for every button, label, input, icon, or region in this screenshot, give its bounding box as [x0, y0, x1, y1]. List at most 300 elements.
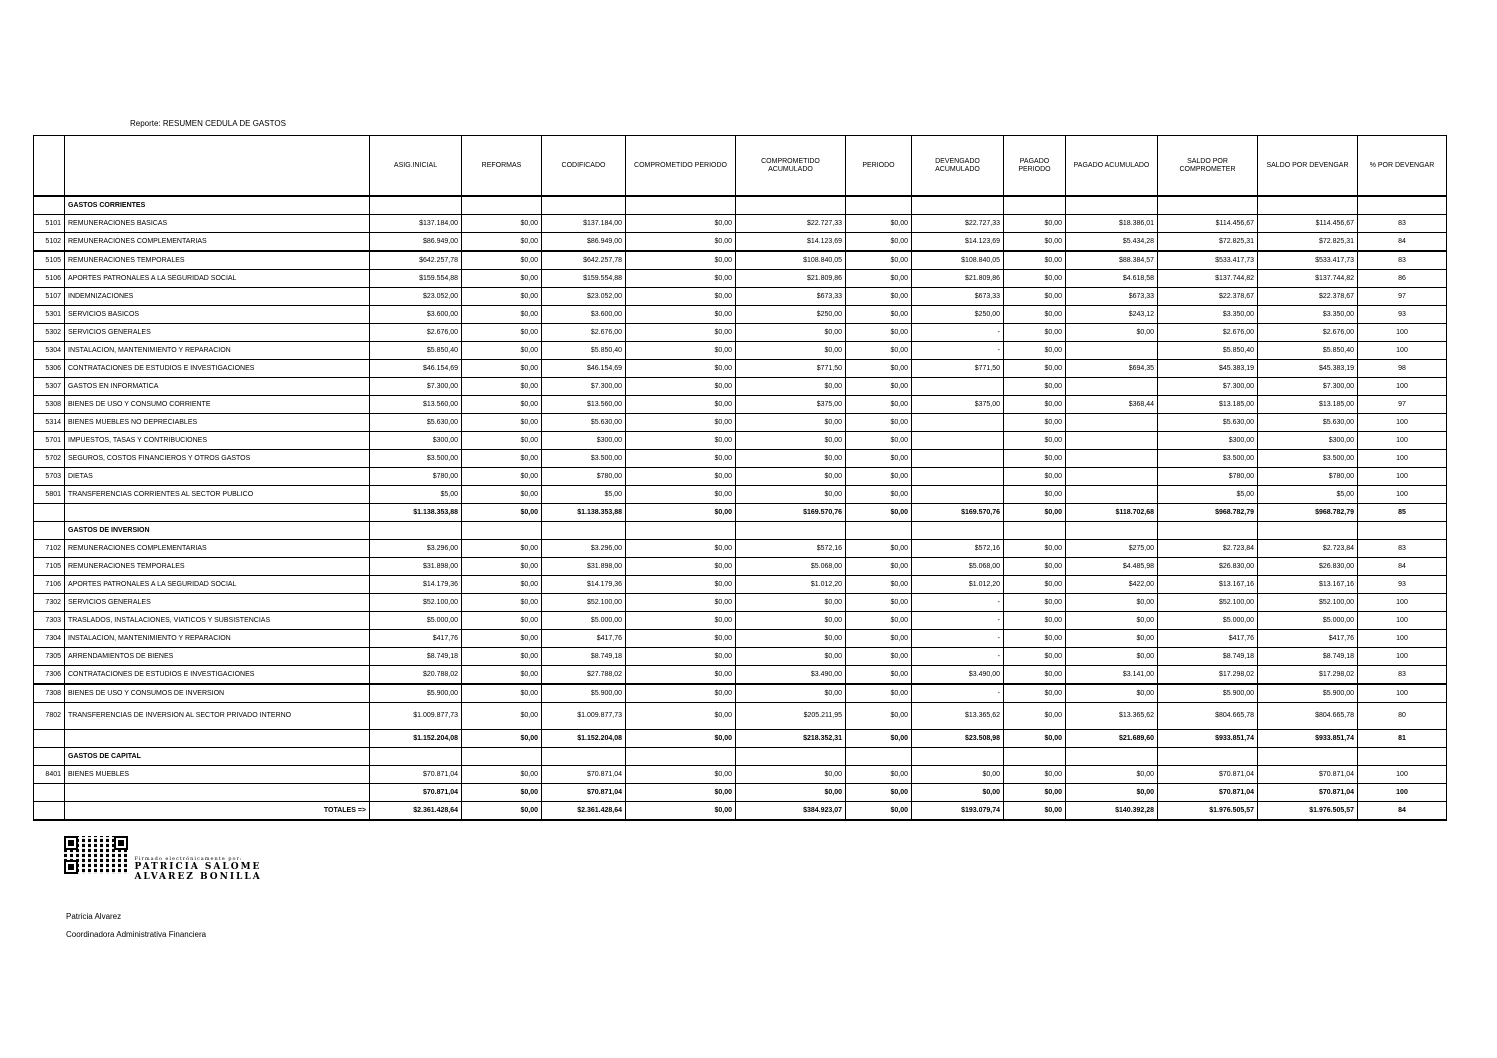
amount-cell: $218.352,31 [736, 730, 846, 748]
grand-row [34, 802, 1447, 821]
amount-cell: $0,00 [846, 558, 912, 576]
amount-cell: $7.300,00 [542, 378, 626, 396]
amount-cell: $70.871,04 [542, 784, 626, 802]
amount-cell: $5.900,00 [1258, 684, 1358, 703]
amount-cell: $21.809,86 [736, 270, 846, 288]
amount-cell: $137.184,00 [370, 215, 462, 233]
amount-cell: - [912, 612, 1004, 630]
amount-cell: $2.676,00 [1158, 324, 1258, 342]
amount-cell: $2.361.428,64 [542, 802, 626, 821]
amount-cell: $0,00 [626, 486, 736, 504]
budget-table [33, 135, 1447, 821]
amount-cell [1066, 450, 1158, 468]
amount-cell: $0,00 [1004, 684, 1066, 703]
row-code: 5101 [34, 215, 65, 233]
amount-cell: $7.300,00 [1258, 378, 1358, 396]
percent-cell: 83 [1358, 666, 1447, 685]
table-row [34, 288, 1447, 306]
amount-cell: $108.840,05 [736, 251, 846, 270]
amount-cell: $0,00 [626, 612, 736, 630]
amount-cell: $52.100,00 [542, 594, 626, 612]
column-header: COMPROMETIDO ACUMULADO [736, 136, 846, 197]
row-code [34, 730, 65, 748]
amount-cell: $31.898,00 [370, 558, 462, 576]
amount-cell: $417,76 [370, 630, 462, 648]
amount-cell: $0,00 [626, 784, 736, 802]
percent-cell: 100 [1358, 432, 1447, 450]
amount-cell: $300,00 [1258, 432, 1358, 450]
subtotal-row [34, 730, 1447, 748]
amount-cell: $0,00 [1004, 306, 1066, 324]
amount-cell: $4.485,98 [1066, 558, 1158, 576]
amount-cell: $673,33 [912, 288, 1004, 306]
amount-cell: $0,00 [1004, 324, 1066, 342]
row-description: SERVICIOS GENERALES [65, 594, 370, 612]
amount-cell: $0,00 [846, 450, 912, 468]
row-description: BIENES MUEBLES [65, 766, 370, 784]
amount-cell: $0,00 [1066, 766, 1158, 784]
amount-cell: $0,00 [912, 784, 1004, 802]
amount-cell: $5.630,00 [1158, 414, 1258, 432]
amount-cell: $0,00 [736, 324, 846, 342]
amount-cell: $0,00 [1004, 414, 1066, 432]
column-header: PERIODO [846, 136, 912, 197]
row-code [34, 802, 65, 821]
amount-cell: $0,00 [626, 730, 736, 748]
row-description: TRANSFERENCIAS CORRIENTES AL SECTOR PUBLICO [65, 486, 370, 504]
table-row [34, 378, 1447, 396]
amount-cell: $0,00 [736, 766, 846, 784]
amount-cell: $0,00 [626, 215, 736, 233]
amount-cell [912, 468, 1004, 486]
column-header: ASIG.INICIAL [370, 136, 462, 197]
amount-cell: $2.676,00 [1258, 324, 1358, 342]
row-code [34, 522, 65, 540]
row-code: 5107 [34, 288, 65, 306]
amount-cell: $8.749,18 [1258, 648, 1358, 666]
row-description [65, 784, 370, 802]
amount-cell: $0,00 [626, 666, 736, 685]
amount-cell: $0,00 [462, 360, 542, 378]
row-code: 5106 [34, 270, 65, 288]
row-code [34, 504, 65, 522]
amount-cell: $0,00 [462, 666, 542, 685]
signature-caption: Firmado electrónicamente por: [134, 856, 243, 862]
amount-cell [912, 432, 1004, 450]
row-description [65, 730, 370, 748]
amount-cell: $23.052,00 [370, 288, 462, 306]
amount-cell: $0,00 [1066, 630, 1158, 648]
amount-cell: $5.068,00 [912, 558, 1004, 576]
amount-cell: $5.850,40 [1258, 342, 1358, 360]
percent-cell: 86 [1358, 270, 1447, 288]
percent-cell: 100 [1358, 468, 1447, 486]
amount-cell: $0,00 [846, 324, 912, 342]
row-description: GASTOS EN INFORMATICA [65, 378, 370, 396]
amount-cell: $0,00 [626, 396, 736, 414]
amount-cell: $0,00 [462, 306, 542, 324]
amount-cell: $0,00 [462, 784, 542, 802]
percent-cell: 84 [1358, 802, 1447, 821]
amount-cell [1004, 748, 1066, 766]
row-code: 5302 [34, 324, 65, 342]
amount-cell: $5,00 [1258, 486, 1358, 504]
amount-cell: $533.417,73 [1258, 251, 1358, 270]
row-code: 7304 [34, 630, 65, 648]
amount-cell: $14.123,69 [736, 233, 846, 252]
amount-cell: $0,00 [462, 251, 542, 270]
percent-cell: 84 [1358, 558, 1447, 576]
amount-cell: $968.782,79 [1158, 504, 1258, 522]
amount-cell [542, 748, 626, 766]
amount-cell: $13.185,00 [1158, 396, 1258, 414]
row-description: SEGUROS, COSTOS FINANCIEROS Y OTROS GASTOS [65, 450, 370, 468]
amount-cell: $72.825,31 [1258, 233, 1358, 252]
amount-cell: $70.871,04 [1158, 784, 1258, 802]
amount-cell: $70.871,04 [1158, 766, 1258, 784]
percent-cell: 100 [1358, 486, 1447, 504]
row-description: INSTALACION, MANTENIMIENTO Y REPARACION [65, 342, 370, 360]
amount-cell: $0,00 [1004, 360, 1066, 378]
amount-cell: $1.152.204,08 [370, 730, 462, 748]
amount-cell: $0,00 [1066, 784, 1158, 802]
amount-cell: $27.788,02 [542, 666, 626, 685]
amount-cell: $0,00 [846, 270, 912, 288]
percent-cell: 100 [1358, 342, 1447, 360]
amount-cell: $3.500,00 [1258, 450, 1358, 468]
amount-cell [846, 522, 912, 540]
amount-cell [912, 196, 1004, 215]
amount-cell: $0,00 [626, 342, 736, 360]
amount-cell: $17.298,02 [1258, 666, 1358, 685]
amount-cell: $1.009.877,73 [370, 703, 462, 730]
row-description [65, 504, 370, 522]
amount-cell: $0,00 [462, 684, 542, 703]
row-description: TRANSFERENCIAS DE INVERSION AL SECTOR PRIVADO INTERNO [65, 703, 370, 730]
amount-cell: $13.365,62 [912, 703, 1004, 730]
table-row [34, 432, 1447, 450]
amount-cell: $0,00 [846, 666, 912, 685]
amount-cell: $3.600,00 [370, 306, 462, 324]
percent-cell: 100 [1358, 450, 1447, 468]
amount-cell: $5.850,40 [1158, 342, 1258, 360]
amount-cell: $0,00 [462, 468, 542, 486]
amount-cell: $0,00 [846, 576, 912, 594]
amount-cell: $0,00 [846, 215, 912, 233]
table-row [34, 576, 1447, 594]
amount-cell: $8.749,18 [370, 648, 462, 666]
amount-cell: $14.123,69 [912, 233, 1004, 252]
amount-cell: $0,00 [626, 594, 736, 612]
row-code [34, 784, 65, 802]
amount-cell: $0,00 [1004, 432, 1066, 450]
row-description: REMUNERACIONES TEMPORALES [65, 558, 370, 576]
percent-cell [1358, 196, 1447, 215]
table-row [34, 630, 1447, 648]
row-code: 7102 [34, 540, 65, 558]
table-header [34, 136, 1447, 197]
row-code: 7305 [34, 648, 65, 666]
amount-cell: $5.068,00 [736, 558, 846, 576]
amount-cell: $17.298,02 [1158, 666, 1258, 685]
amount-cell [912, 414, 1004, 432]
amount-cell: $0,00 [462, 504, 542, 522]
amount-cell: $0,00 [846, 306, 912, 324]
electronic-signature [64, 836, 262, 882]
amount-cell: $422,00 [1066, 576, 1158, 594]
percent-cell: 97 [1358, 288, 1447, 306]
amount-cell: $3.350,00 [1258, 306, 1358, 324]
amount-cell [462, 196, 542, 215]
amount-cell: $0,00 [626, 233, 736, 252]
percent-cell: 100 [1358, 648, 1447, 666]
amount-cell: $1.976.505,57 [1158, 802, 1258, 821]
table-row [34, 468, 1447, 486]
amount-cell: $673,33 [736, 288, 846, 306]
section-row [34, 196, 1447, 215]
amount-cell [1066, 748, 1158, 766]
amount-cell: $0,00 [846, 288, 912, 306]
table-row [34, 486, 1447, 504]
amount-cell [1066, 486, 1158, 504]
amount-cell: $243,12 [1066, 306, 1158, 324]
percent-cell: 83 [1358, 540, 1447, 558]
row-description: INDEMNIZACIONES [65, 288, 370, 306]
row-code: 5701 [34, 432, 65, 450]
amount-cell: $23.052,00 [542, 288, 626, 306]
percent-cell: 100 [1358, 630, 1447, 648]
amount-cell: $0,00 [736, 432, 846, 450]
amount-cell: $0,00 [626, 802, 736, 821]
amount-cell [462, 522, 542, 540]
amount-cell: - [912, 342, 1004, 360]
column-header: % POR DEVENGAR [1358, 136, 1447, 197]
row-description: TRASLADOS, INSTALACIONES, VIATICOS Y SUBSISTENCIAS [65, 612, 370, 630]
amount-cell: $13.365,62 [1066, 703, 1158, 730]
amount-cell: $642.257,78 [370, 251, 462, 270]
amount-cell: $780,00 [542, 468, 626, 486]
row-code: 7306 [34, 666, 65, 685]
amount-cell: $14.179,36 [542, 576, 626, 594]
amount-cell [912, 522, 1004, 540]
table-row [34, 450, 1447, 468]
amount-cell: $86.949,00 [542, 233, 626, 252]
row-description: BIENES MUEBLES NO DEPRECIABLES [65, 414, 370, 432]
amount-cell: $86.949,00 [370, 233, 462, 252]
amount-cell: $169.570,76 [736, 504, 846, 522]
amount-cell: $0,00 [626, 558, 736, 576]
amount-cell: $0,00 [1004, 648, 1066, 666]
column-header: COMPROMETIDO PERIODO [626, 136, 736, 197]
amount-cell: $0,00 [462, 342, 542, 360]
amount-cell: $0,00 [462, 450, 542, 468]
amount-cell [1258, 748, 1358, 766]
amount-cell: $1.138.353,88 [542, 504, 626, 522]
amount-cell: $0,00 [1004, 450, 1066, 468]
amount-cell: $0,00 [626, 324, 736, 342]
amount-cell: $275,00 [1066, 540, 1158, 558]
amount-cell: $159.554,88 [542, 270, 626, 288]
amount-cell: $3.490,00 [736, 666, 846, 685]
row-description: BIENES DE USO Y CONSUMO CORRIENTE [65, 396, 370, 414]
amount-cell: $0,00 [846, 432, 912, 450]
amount-cell: $0,00 [626, 630, 736, 648]
amount-cell: $0,00 [462, 802, 542, 821]
amount-cell: $13.560,00 [370, 396, 462, 414]
amount-cell: $0,00 [1066, 324, 1158, 342]
amount-cell: $5.000,00 [370, 612, 462, 630]
amount-cell: $0,00 [1004, 215, 1066, 233]
amount-cell: $384.923,07 [736, 802, 846, 821]
percent-cell: 80 [1358, 703, 1447, 730]
amount-cell: $5.900,00 [1158, 684, 1258, 703]
row-description: REMUNERACIONES COMPLEMENTARIAS [65, 233, 370, 252]
amount-cell [1066, 468, 1158, 486]
amount-cell: $0,00 [846, 342, 912, 360]
amount-cell: $5,00 [542, 486, 626, 504]
amount-cell [1258, 196, 1358, 215]
amount-cell: $0,00 [462, 766, 542, 784]
amount-cell: $3.500,00 [542, 450, 626, 468]
amount-cell: $0,00 [1066, 612, 1158, 630]
amount-cell: $14.179,36 [370, 576, 462, 594]
amount-cell: $0,00 [736, 784, 846, 802]
amount-cell: $0,00 [1004, 270, 1066, 288]
table-row [34, 684, 1447, 703]
amount-cell: $0,00 [1004, 504, 1066, 522]
amount-cell [736, 522, 846, 540]
amount-cell: $22.727,33 [912, 215, 1004, 233]
row-code: 7308 [34, 684, 65, 703]
amount-cell: $0,00 [1066, 684, 1158, 703]
amount-cell: $0,00 [846, 594, 912, 612]
percent-cell: 97 [1358, 396, 1447, 414]
amount-cell: $26.830,00 [1158, 558, 1258, 576]
row-code: 5307 [34, 378, 65, 396]
amount-cell: $780,00 [1158, 468, 1258, 486]
amount-cell: $26.830,00 [1258, 558, 1358, 576]
subtotal-row [34, 784, 1447, 802]
amount-cell: $23.508,98 [912, 730, 1004, 748]
amount-cell: $375,00 [736, 396, 846, 414]
row-description: REMUNERACIONES TEMPORALES [65, 251, 370, 270]
amount-cell: $780,00 [1258, 468, 1358, 486]
amount-cell [626, 748, 736, 766]
amount-cell [846, 748, 912, 766]
amount-cell: $572,16 [912, 540, 1004, 558]
column-header [65, 136, 370, 197]
amount-cell: $2.723,84 [1158, 540, 1258, 558]
row-code: 5102 [34, 233, 65, 252]
amount-cell [1066, 414, 1158, 432]
amount-cell: $5.630,00 [370, 414, 462, 432]
amount-cell [1158, 522, 1258, 540]
amount-cell [370, 748, 462, 766]
amount-cell: $0,00 [462, 594, 542, 612]
amount-cell: $0,00 [462, 486, 542, 504]
amount-cell: $0,00 [1004, 730, 1066, 748]
row-code: 8401 [34, 766, 65, 784]
amount-cell: $0,00 [462, 378, 542, 396]
amount-cell: $0,00 [846, 251, 912, 270]
amount-cell: $2.361.428,64 [370, 802, 462, 821]
amount-cell: $45.383,19 [1258, 360, 1358, 378]
amount-cell [370, 196, 462, 215]
amount-cell: $5.434,28 [1066, 233, 1158, 252]
amount-cell: $0,00 [846, 468, 912, 486]
amount-cell [1004, 522, 1066, 540]
amount-cell [542, 196, 626, 215]
amount-cell: $0,00 [846, 766, 912, 784]
percent-cell: 100 [1358, 324, 1447, 342]
row-code: 5702 [34, 450, 65, 468]
amount-cell: $0,00 [1004, 802, 1066, 821]
amount-cell: $159.554,88 [370, 270, 462, 288]
amount-cell: $673,33 [1066, 288, 1158, 306]
amount-cell: $13.185,00 [1258, 396, 1358, 414]
amount-cell: $0,00 [846, 486, 912, 504]
table-row [34, 306, 1447, 324]
amount-cell [1066, 432, 1158, 450]
amount-cell: $0,00 [846, 504, 912, 522]
amount-cell: $0,00 [626, 288, 736, 306]
table-row [34, 251, 1447, 270]
amount-cell: $52.100,00 [1258, 594, 1358, 612]
amount-cell: $0,00 [626, 684, 736, 703]
amount-cell: $0,00 [1004, 233, 1066, 252]
amount-cell: $1.012,20 [736, 576, 846, 594]
amount-cell: $0,00 [1066, 594, 1158, 612]
amount-cell: $0,00 [462, 703, 542, 730]
amount-cell: $52.100,00 [1158, 594, 1258, 612]
row-code: 5306 [34, 360, 65, 378]
amount-cell: $205.211,95 [736, 703, 846, 730]
amount-cell: $13.560,00 [542, 396, 626, 414]
amount-cell: $0,00 [462, 396, 542, 414]
row-code: 5105 [34, 251, 65, 270]
table-body [34, 196, 1447, 820]
amount-cell: $642.257,78 [542, 251, 626, 270]
amount-cell: $0,00 [626, 540, 736, 558]
amount-cell: $3.500,00 [370, 450, 462, 468]
amount-cell: $0,00 [1004, 766, 1066, 784]
amount-cell [1258, 522, 1358, 540]
amount-cell: $193.079,74 [912, 802, 1004, 821]
percent-cell: 100 [1358, 594, 1447, 612]
amount-cell: $0,00 [912, 766, 1004, 784]
amount-cell: $0,00 [736, 414, 846, 432]
row-code: 5308 [34, 396, 65, 414]
table-row [34, 594, 1447, 612]
signature-name-line1: PATRICIA SALOME [134, 862, 262, 872]
amount-cell: $22.378,67 [1258, 288, 1358, 306]
column-header: CODIFICADO [542, 136, 626, 197]
amount-cell: $0,00 [626, 576, 736, 594]
table-row [34, 612, 1447, 630]
amount-cell: $0,00 [462, 288, 542, 306]
table-row [34, 648, 1447, 666]
signature-name-line2: ALVAREZ BONILLA [134, 872, 262, 882]
amount-cell: $46.154,69 [370, 360, 462, 378]
amount-cell: $0,00 [626, 703, 736, 730]
amount-cell [846, 196, 912, 215]
amount-cell: $1.976.505,57 [1258, 802, 1358, 821]
amount-cell: $0,00 [462, 324, 542, 342]
amount-cell [912, 450, 1004, 468]
percent-cell: 100 [1358, 784, 1447, 802]
amount-cell: $7.300,00 [370, 378, 462, 396]
amount-cell: $0,00 [846, 612, 912, 630]
